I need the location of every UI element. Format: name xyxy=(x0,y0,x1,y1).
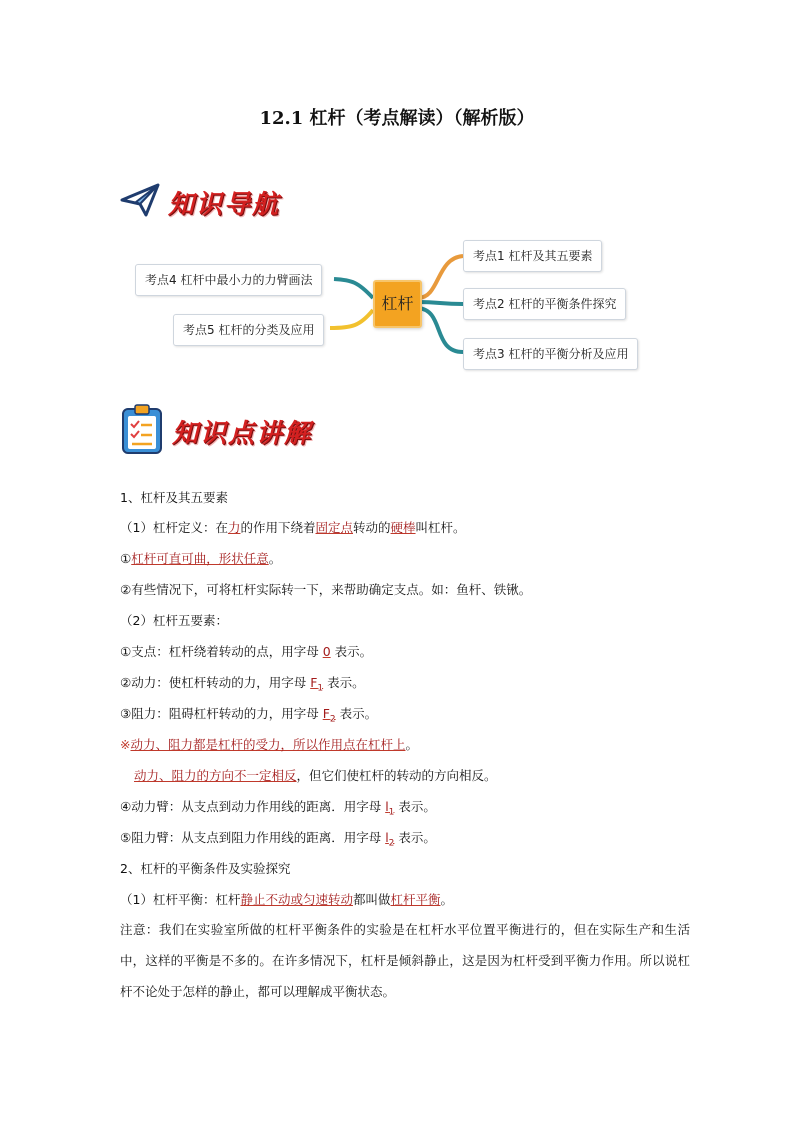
topic-node-4: 考点4 杠杆中最小力的力臂画法 xyxy=(135,264,322,296)
force-note-2: 动力、阻力的方向不一定相反，但它们使杠杆的转动的方向相反。 xyxy=(134,768,497,783)
knowledge-points-banner xyxy=(120,404,312,458)
knowledge-nav-banner xyxy=(120,178,280,226)
lever-fulcrum-note: ②有些情况下，可将杠杆实际转一下，来帮助确定支点。如：鱼杆、铁锹。 xyxy=(120,582,532,597)
knowledge-nav-heading: 知识导航 xyxy=(168,189,281,220)
balance-definition: （1）杠杆平衡：杠杆静止不动或匀速转动都叫做杠杆平衡。 xyxy=(120,892,454,907)
mind-map-center: 杠杆 xyxy=(373,280,422,328)
knowledge-points-heading: 知识点讲解 xyxy=(172,418,313,449)
force-note-1: ※动力、阻力都是杠杆的受力，所以作用点在杠杆上。 xyxy=(120,737,419,752)
section-2-heading: 2、杠杆的平衡条件及实验探究 xyxy=(120,861,291,876)
document-title: 12.1 杠杆（考点解读）（解析版） xyxy=(259,108,535,129)
topic-node-3: 考点3 杠杆的平衡分析及应用 xyxy=(463,338,638,370)
element-effort: ②动力：使杠杆转动的力，用字母 $F_1$ 表示。 xyxy=(120,675,365,694)
mind-map xyxy=(0,230,794,380)
topic-node-2: 考点2 杠杆的平衡条件探究 xyxy=(463,288,626,320)
element-effort-arm: ④动力臂：从支点到动力作用线的距离．用字母 $l_1$ 表示。 xyxy=(120,799,436,818)
element-resistance: ③阻力：阻碍杠杆转动的力，用字母 $F_2$ 表示。 xyxy=(120,706,378,725)
lever-shape-note: ①杠杆可直可曲，形状任意。 xyxy=(120,551,282,566)
clipboard-checklist-icon xyxy=(120,402,164,460)
paper-plane-icon xyxy=(120,182,160,222)
topic-node-5: 考点5 杠杆的分类及应用 xyxy=(173,314,324,346)
topic-node-1: 考点1 杠杆及其五要素 xyxy=(463,240,602,272)
section-1-heading: 1、杠杆及其五要素 xyxy=(120,490,228,505)
attention-paragraph: 注意：我们在实验室所做的杠杆平衡条件的实验是在杠杆水平位置平衡进行的，但在实际生产和生活中，这样的平衡是不多的。在许多情况下，杠杆是倾斜静止，这是因为杠杆受到平衡力作用。所以说杠杆不论处于怎样的静止，都可以理解成平衡状态。 xyxy=(120,922,690,999)
element-resistance-arm: ⑤阻力臂：从支点到阻力作用线的距离．用字母 $l_2$ 表示。 xyxy=(120,830,436,849)
lever-definition: （1）杠杆定义：在力的作用下绕着固定点转动的硬棒叫杠杆。 xyxy=(120,520,466,535)
element-fulcrum: ①支点：杠杆绕着转动的点，用字母 0 表示。 xyxy=(120,644,373,659)
five-elements-heading: （2）杠杆五要素： xyxy=(120,613,228,628)
